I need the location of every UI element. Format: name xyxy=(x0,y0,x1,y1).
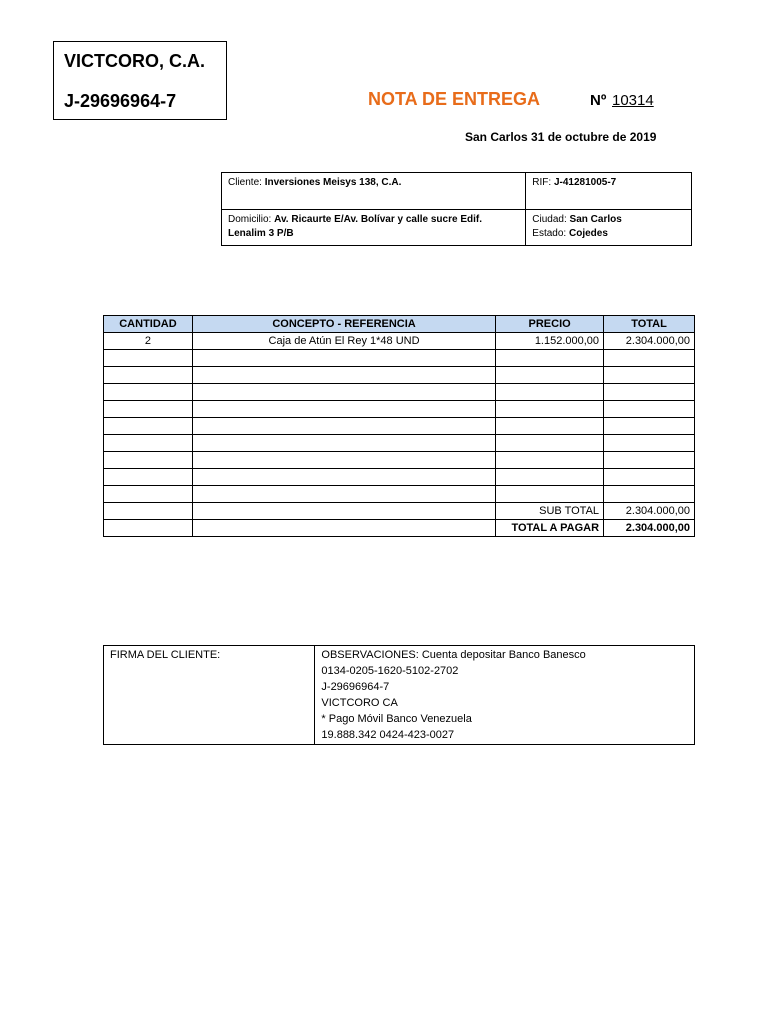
cell-concept xyxy=(192,401,495,418)
cell-price xyxy=(496,435,604,452)
items-table xyxy=(103,315,695,537)
client-label: Cliente: xyxy=(228,177,262,188)
observations-cell xyxy=(315,646,695,745)
cell-price xyxy=(496,401,604,418)
table-row xyxy=(104,333,695,350)
cell-concept xyxy=(192,452,495,469)
cell-price xyxy=(496,418,604,435)
cell-price xyxy=(496,367,604,384)
cell-concept xyxy=(192,350,495,367)
cell-quantity xyxy=(104,350,193,367)
observation-line: VICTCORO CA xyxy=(321,697,398,709)
document-number-label: Nº xyxy=(590,92,607,109)
total-label: TOTAL A PAGAR xyxy=(496,520,604,537)
cell-price: 1.152.000,00 xyxy=(496,333,604,350)
total-row xyxy=(104,520,695,537)
cell-total xyxy=(604,435,695,452)
client-city: San Carlos xyxy=(569,214,622,225)
cell-price xyxy=(496,469,604,486)
cell-total xyxy=(604,469,695,486)
cell-total xyxy=(604,384,695,401)
cell-total xyxy=(604,452,695,469)
address-cell xyxy=(222,210,526,246)
address-label: Domicilio: xyxy=(228,214,272,225)
client-signature-label: FIRMA DEL CLIENTE: xyxy=(110,649,221,661)
table-row xyxy=(104,350,695,367)
rif-cell xyxy=(526,173,692,210)
table-row xyxy=(104,435,695,452)
table-row xyxy=(104,452,695,469)
client-state: Cojedes xyxy=(569,228,608,239)
cell-concept xyxy=(192,486,495,503)
cell-price xyxy=(496,384,604,401)
cell-quantity xyxy=(104,418,193,435)
cell-quantity: 2 xyxy=(104,333,193,350)
cell-quantity xyxy=(104,435,193,452)
total-value: 2.304.000,00 xyxy=(604,520,695,537)
company-name: VICTCORO, C.A. xyxy=(64,51,206,71)
cell-price xyxy=(496,350,604,367)
client-info-table xyxy=(221,172,692,246)
cell-total xyxy=(604,401,695,418)
client-name: Inversiones Meisys 138, C.A. xyxy=(264,177,402,188)
observation-line: J-29696964-7 xyxy=(321,681,390,693)
cell-total xyxy=(604,486,695,503)
cell-concept: Caja de Atún El Rey 1*48 UND xyxy=(192,333,495,350)
observation-line: 0134-0205-1620-5102-2702 xyxy=(321,665,459,677)
items-header-row xyxy=(104,316,695,333)
subtotal-row xyxy=(104,503,695,520)
cell-concept xyxy=(192,469,495,486)
signature-table xyxy=(103,645,695,745)
subtotal-value: 2.304.000,00 xyxy=(604,503,695,520)
city-label: Ciudad: xyxy=(532,214,567,225)
location-cell xyxy=(526,210,692,246)
cell-concept xyxy=(192,435,495,452)
company-box xyxy=(53,41,227,120)
cell-total: 2.304.000,00 xyxy=(604,333,695,350)
header-cantidad: CANTIDAD xyxy=(104,316,193,333)
header-total: TOTAL xyxy=(604,316,695,333)
state-label: Estado: xyxy=(532,228,567,239)
document-title: NOTA DE ENTREGA xyxy=(368,89,541,109)
cell-quantity xyxy=(104,486,193,503)
table-row xyxy=(104,469,695,486)
document-number: 10314 xyxy=(612,92,654,109)
cell-price xyxy=(496,452,604,469)
cell-quantity xyxy=(104,384,193,401)
cell-total xyxy=(604,350,695,367)
table-row xyxy=(104,486,695,503)
subtotal-label: SUB TOTAL xyxy=(496,503,604,520)
table-row xyxy=(104,384,695,401)
cell-concept xyxy=(192,384,495,401)
client-address: Av. Ricaurte E/Av. Bolívar y calle sucre Edif. Lenalim 3 P/B xyxy=(228,214,482,239)
cell-concept xyxy=(192,418,495,435)
observation-line: * Pago Móvil Banco Venezuela xyxy=(321,713,472,725)
table-row xyxy=(104,367,695,384)
client-rif: J-41281005-7 xyxy=(553,177,617,188)
observation-line: 19.888.342 0424-423-0027 xyxy=(321,729,455,741)
cell-quantity xyxy=(104,367,193,384)
cell-quantity xyxy=(104,401,193,418)
cell-quantity xyxy=(104,469,193,486)
document-date: San Carlos 31 de octubre de 2019 xyxy=(465,130,657,144)
rif-label: RIF: xyxy=(532,177,552,188)
cell-concept xyxy=(192,367,495,384)
company-rif: J-29696964-7 xyxy=(64,91,177,111)
cell-total xyxy=(604,418,695,435)
header-concepto: CONCEPTO - REFERENCIA xyxy=(192,316,495,333)
header-precio: PRECIO xyxy=(496,316,604,333)
observation-line: OBSERVACIONES: Cuenta depositar Banco Banesco xyxy=(321,649,586,661)
cell-price xyxy=(496,486,604,503)
client-signature-cell xyxy=(104,646,315,745)
cell-quantity xyxy=(104,452,193,469)
table-row xyxy=(104,418,695,435)
cell-total xyxy=(604,367,695,384)
table-row xyxy=(104,401,695,418)
client-cell xyxy=(222,173,526,210)
